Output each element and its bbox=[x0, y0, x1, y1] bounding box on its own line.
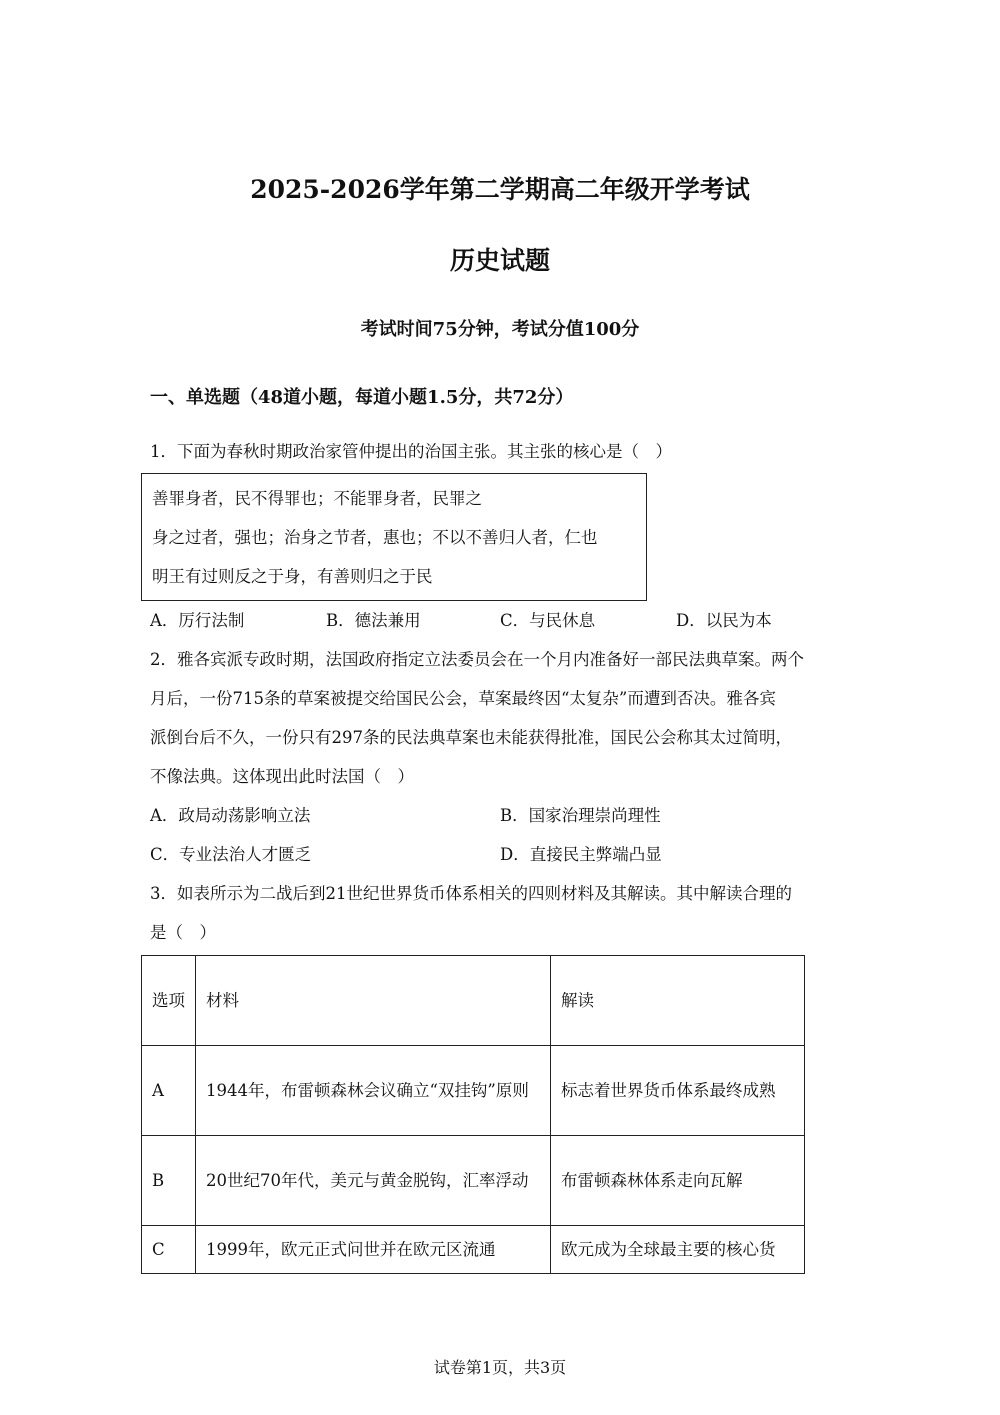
table-header-option: 选项 bbox=[142, 956, 196, 1046]
exam-title: 2025-2026学年第二学期高二年级开学考试 bbox=[250, 175, 750, 204]
q2-option-c[interactable]: C．专业法治人才匮乏 bbox=[150, 845, 312, 864]
q2-option-b[interactable]: B．国家治理崇尚理性 bbox=[500, 806, 661, 825]
q1-quote-line: 明王有过则反之于身，有善则归之于民 bbox=[152, 567, 433, 586]
q2-option-d[interactable]: D．直接民主弊端凸显 bbox=[500, 845, 662, 864]
q3-table bbox=[141, 955, 805, 1274]
q1-quote-line: 身之过者，强也；治身之节者，惠也；不以不善归人者，仁也 bbox=[152, 528, 598, 547]
table-header-row bbox=[142, 956, 805, 1046]
q1-option-b[interactable]: B．德法兼用 bbox=[326, 611, 421, 630]
q1-option-a[interactable]: A．厉行法制 bbox=[150, 611, 245, 630]
page-footer: 试卷第1页，共3页 bbox=[433, 1358, 567, 1377]
table-cell-interpretation: 欧元成为全球最主要的核心货 bbox=[551, 1226, 805, 1274]
q1-option-d[interactable]: D．以民为本 bbox=[676, 611, 772, 630]
table-header-material: 材料 bbox=[196, 956, 551, 1046]
exam-info: 考试时间75分钟，考试分值100分 bbox=[360, 319, 640, 340]
q3-stem-line: 3．如表所示为二战后到21世纪世界货币体系相关的四则材料及其解读。其中解读合理的 bbox=[150, 884, 792, 903]
table-cell-interpretation: 布雷顿森林体系走向瓦解 bbox=[551, 1136, 805, 1226]
q2-stem-line: 2．雅各宾派专政时期，法国政府指定立法委员会在一个月内准备好一部民法典草案。两个 bbox=[150, 650, 804, 669]
table-cell-option: A bbox=[142, 1046, 196, 1136]
q1-quote-line: 善罪身者，民不得罪也；不能罪身者，民罪之 bbox=[152, 489, 482, 508]
q1-option-c[interactable]: C．与民休息 bbox=[500, 611, 596, 630]
q2-stem-line: 派倒台后不久，一份只有297条的民法典草案也未能获得批准，国民公会称其太过简明， bbox=[150, 728, 792, 747]
q2-stem-line: 不像法典。这体现出此时法国（ ） bbox=[150, 767, 414, 786]
table-cell-material: 1999年，欧元正式问世并在欧元区流通 bbox=[196, 1226, 551, 1274]
table-cell-interpretation: 标志着世界货币体系最终成熟 bbox=[551, 1046, 805, 1136]
q3-stem-line: 是（ ） bbox=[150, 923, 216, 942]
table-cell-material: 1944年，布雷顿森林会议确立“双挂钩”原则 bbox=[196, 1046, 551, 1136]
table-cell-option: B bbox=[142, 1136, 196, 1226]
table-cell-option: C bbox=[142, 1226, 196, 1274]
table-row bbox=[142, 1136, 805, 1226]
table-row bbox=[142, 1046, 805, 1136]
table-cell-material: 20世纪70年代，美元与黄金脱钩，汇率浮动 bbox=[196, 1136, 551, 1226]
q2-option-a[interactable]: A．政局动荡影响立法 bbox=[150, 806, 311, 825]
q2-stem-line: 月后，一份715条的草案被提交给国民公会，草案最终因“太复杂”而遭到否决。雅各宾 bbox=[150, 689, 776, 708]
table-header-interpretation: 解读 bbox=[551, 956, 805, 1046]
table-row bbox=[142, 1226, 805, 1274]
q1-stem: 1．下面为春秋时期政治家管仲提出的治国主张。其主张的核心是（ ） bbox=[150, 442, 672, 461]
section-heading: 一、单选题（48道小题，每道小题1.5分，共72分） bbox=[150, 387, 574, 408]
subject-title: 历史试题 bbox=[449, 246, 550, 275]
